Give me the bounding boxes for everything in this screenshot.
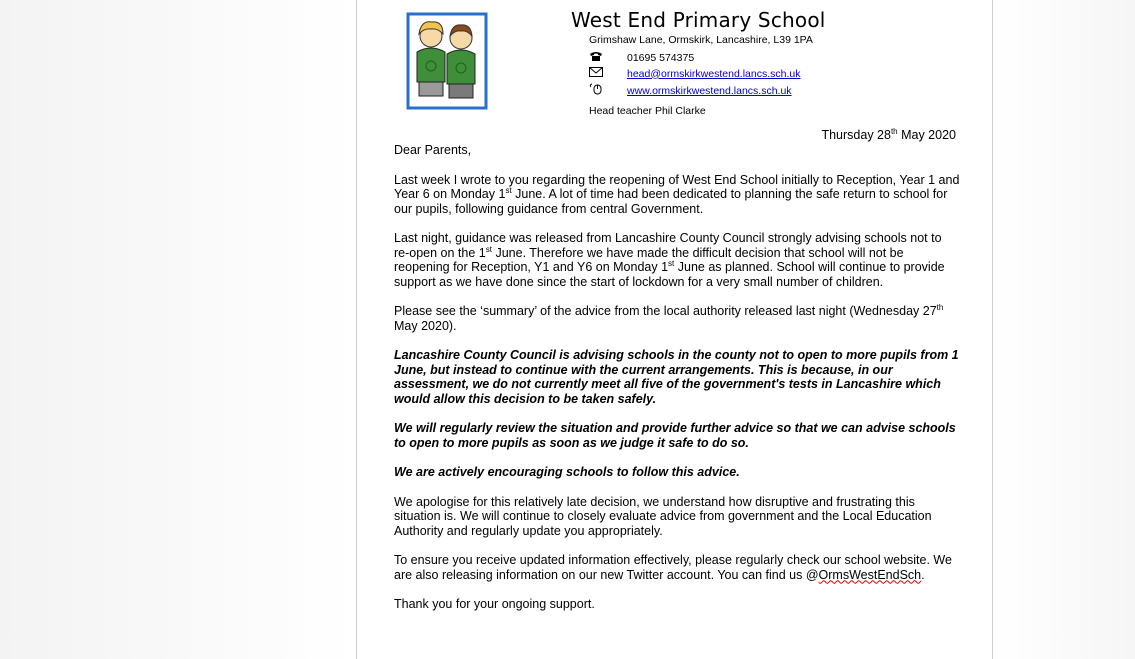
phone-number: 01695 574375 — [627, 51, 695, 64]
phone-icon — [589, 51, 627, 64]
phone-row — [589, 51, 694, 64]
email-link[interactable]: head@ormskirkwestend.lancs.sch.uk — [627, 67, 801, 80]
school-logo — [405, 12, 489, 110]
paragraph-3: Please see the ‘summary’ of the advice from the local authority released last night (Wednesday 27th May 2020). — [394, 303, 944, 333]
school-address: Grimshaw Lane, Ormskirk, Lancashire, L39 1PA — [589, 34, 813, 46]
paragraph-6: Thank you for your ongoing support. — [394, 597, 595, 611]
paragraph-4: We apologise for this relatively late decision, we understand how disruptive and frustrating this situation is. We will continue to closely evaluate advice from government and the Local Education Authority and regularly update you appropriately. — [394, 494, 932, 538]
school-name: West End Primary School — [571, 8, 826, 32]
twitter-handle: OrmsWestEndSch — [818, 567, 922, 582]
quote-2: We will regularly review the situation and provide further advice so that we can advise schools to open to more pupils as soon as we judge it safe to do so. — [394, 421, 956, 450]
paragraph-5: To ensure you receive updated information effectively, please regularly check our school website. We are also releasing information on our new Twitter account. You can find us @OrmsWestEndSch. — [394, 553, 952, 582]
head-teacher: Head teacher Phil Clarke — [589, 105, 706, 117]
paragraph-1: Last week I wrote to you regarding the reopening of West End School initially to Reception, Year 1 and Year 6 on Monday 1st June. A lot of time had been dedicated to planning the safe return to school for our pupils, following guidance from central Government. — [394, 172, 960, 216]
website-link[interactable]: www.ormskirkwestend.lancs.sch.uk — [627, 84, 792, 97]
email-row — [589, 67, 800, 80]
website-row — [589, 83, 792, 98]
letter-body — [394, 143, 960, 627]
paragraph-2: Last night, guidance was released from Lancashire County Council strongly advising schools not to re-open on the 1st June. Therefore we have made the difficult decision that school will not be reopening for Reception, Y1 and Y6 on Monday 1st June as planned. School will continue to provide support as we have done since the start of lockdown for a very small number of children. — [394, 231, 945, 289]
salutation: Dear Parents, — [394, 143, 472, 157]
mouse-icon — [589, 83, 627, 98]
quote-1: Lancashire County Council is advising schools in the county not to open to more pupils from 1 June, but instead to continue with the current arrangements. This is because, in our assessment, we do not currently meet all five of the government's tests in Lancashire which would allow this decision to be taken safely. — [394, 348, 959, 406]
letter-date: Thursday 28th May 2020 — [821, 127, 956, 142]
quote-3: We are actively encouraging schools to follow this advice. — [394, 465, 740, 479]
envelope-icon — [589, 67, 627, 80]
document-page — [356, 0, 993, 659]
